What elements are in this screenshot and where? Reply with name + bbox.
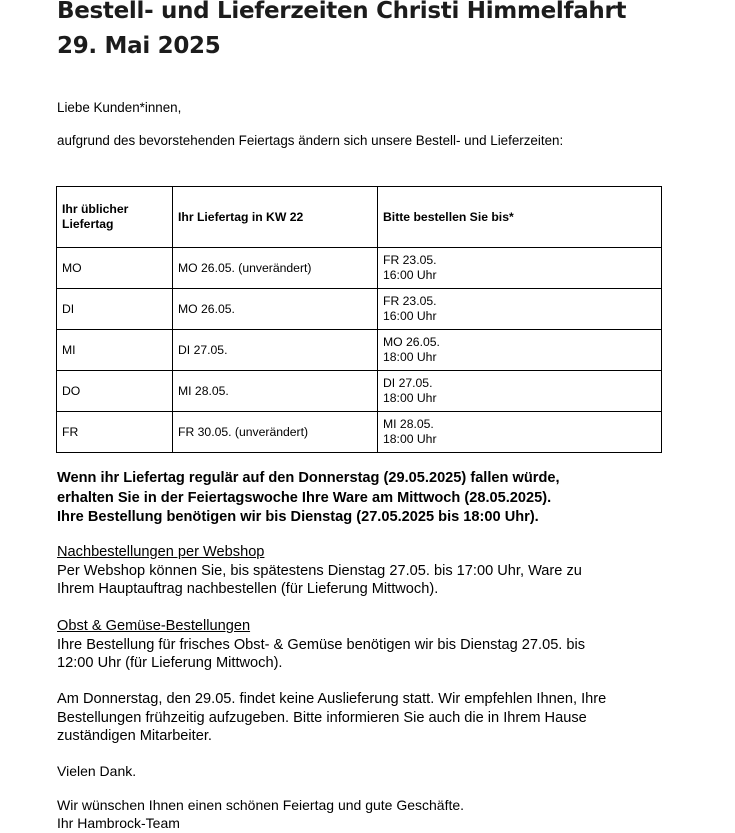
- produce-line-1: Ihre Bestellung für frisches Obst- & Gemüse benötigen wir bis Dienstag 27.05. bis: [57, 636, 586, 653]
- greeting: Liebe Kunden*innen,: [57, 100, 182, 115]
- signature: Ihr Hambrock-Team: [57, 815, 180, 831]
- cell-order-deadline: [378, 412, 662, 453]
- thanks-text: Vielen Dank.: [57, 763, 137, 779]
- webshop-section: [57, 543, 677, 599]
- wish-section: [57, 796, 677, 832]
- webshop-line-1: Per Webshop können Sie, bis spätestens Dienstag 27.05. bis 17:00 Uhr, Ware zu: [57, 562, 582, 579]
- table-row: [57, 412, 662, 453]
- holiday-notice: [57, 469, 560, 528]
- webshop-line-2: Ihrem Hauptauftrag nachbestellen (für Lieferung Mittwoch).: [57, 581, 439, 597]
- produce-heading: Obst & Gemüse-Bestellungen: [57, 618, 251, 634]
- closing-line-3: zuständigen Mitarbeiter.: [57, 728, 212, 744]
- table-header-row: [57, 187, 662, 248]
- cell-kw22-day: FR 30.05. (unverändert): [173, 412, 378, 453]
- closing-paragraph: [57, 690, 677, 746]
- table-row: [57, 330, 662, 371]
- notice-line-2: erhalten Sie in der Feiertagswoche Ihre Ware am Mittwoch (28.05.2025).: [57, 489, 552, 506]
- cell-usual-day: DI: [57, 289, 173, 330]
- table-row: [57, 289, 662, 330]
- cell-kw22-day: MO 26.05. (unverändert): [173, 248, 378, 289]
- cell-order-deadline: [378, 330, 662, 371]
- cell-kw22-day: MI 28.05.: [173, 371, 378, 412]
- notice-line-3: Ihre Bestellung benötigen wir bis Dienstag (27.05.2025 bis 18:00 Uhr).: [57, 509, 539, 526]
- cell-order-deadline: [378, 371, 662, 412]
- order-time: 18:00 Uhr: [383, 350, 437, 364]
- closing-line-1: Am Donnerstag, den 29.05. findet keine Auslieferung statt. Wir empfehlen Ihnen, Ihre: [57, 691, 607, 707]
- cell-order-deadline: [378, 289, 662, 330]
- order-date: FR 23.05.: [383, 253, 437, 267]
- intro-text: aufgrund des bevorstehenden Feiertags ändern sich unsere Bestell- und Lieferzeiten:: [57, 133, 564, 148]
- cell-usual-day: MO: [57, 248, 173, 289]
- cell-usual-day: MI: [57, 330, 173, 371]
- title-line-2: 29. Mai 2025: [57, 33, 221, 59]
- cell-kw22-day: MO 26.05.: [173, 289, 378, 330]
- title-line-1: Bestell- und Lieferzeiten Christi Himmelfahrt: [57, 0, 627, 24]
- order-date: MI 28.05.: [383, 417, 434, 431]
- cell-order-deadline: [378, 248, 662, 289]
- order-time: 18:00 Uhr: [383, 432, 437, 446]
- document-title: [57, 0, 626, 64]
- table-row: [57, 371, 662, 412]
- order-date: MO 26.05.: [383, 335, 440, 349]
- order-date: DI 27.05.: [383, 376, 433, 390]
- order-date: FR 23.05.: [383, 294, 437, 308]
- order-time: 18:00 Uhr: [383, 391, 437, 405]
- table-row: [57, 248, 662, 289]
- webshop-heading: Nachbestellungen per Webshop: [57, 544, 265, 560]
- header-usual-day: Ihr üblicher Liefertag: [57, 187, 173, 248]
- header-kw22-day: Ihr Liefertag in KW 22: [173, 187, 378, 248]
- wish-text: Wir wünschen Ihnen einen schönen Feiertag und gute Geschäfte.: [57, 797, 465, 813]
- order-time: 16:00 Uhr: [383, 268, 437, 282]
- delivery-schedule-table: [56, 186, 662, 453]
- closing-line-2: Bestellungen frühzeitig aufzugeben. Bitte informieren Sie auch die in Ihrem Hause: [57, 709, 587, 726]
- cell-usual-day: DO: [57, 371, 173, 412]
- produce-line-2: 12:00 Uhr (für Lieferung Mittwoch).: [57, 655, 283, 671]
- cell-usual-day: FR: [57, 412, 173, 453]
- notice-line-1: Wenn ihr Liefertag regulär auf den Donnerstag (29.05.2025) fallen würde,: [57, 470, 560, 486]
- header-order-deadline: Bitte bestellen Sie bis*: [378, 187, 662, 248]
- produce-section: [57, 617, 677, 673]
- order-time: 16:00 Uhr: [383, 309, 437, 323]
- cell-kw22-day: DI 27.05.: [173, 330, 378, 371]
